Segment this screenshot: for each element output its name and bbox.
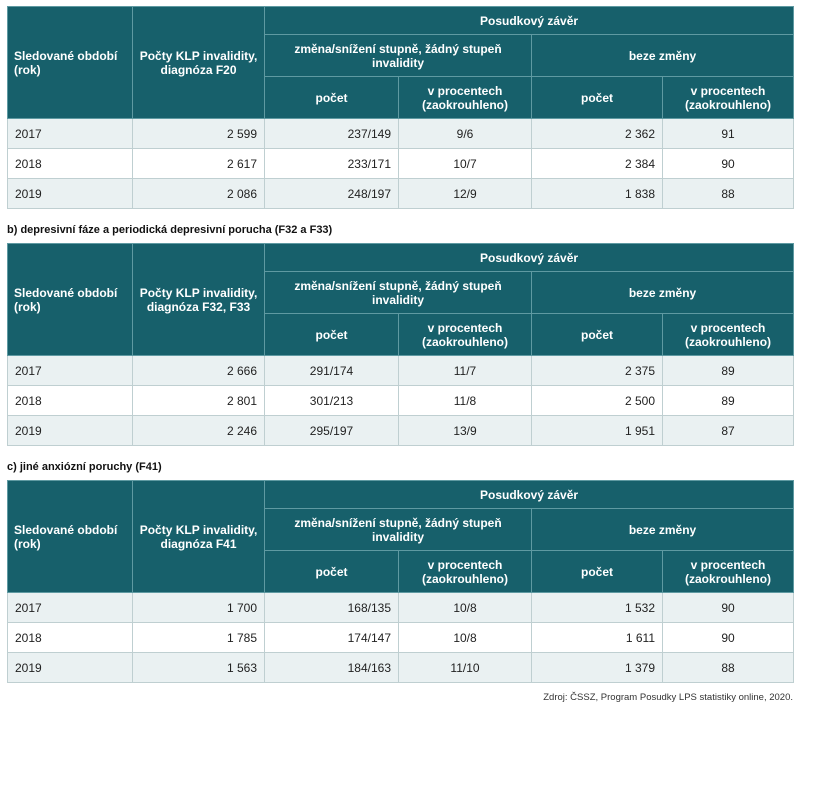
cell-same: 1 838 [532, 179, 663, 209]
cell-change: 237/149 [265, 119, 399, 149]
cell-klp: 2 086 [133, 179, 265, 209]
table-row [8, 149, 794, 179]
cell-klp: 1 700 [133, 593, 265, 623]
header-change: změna/snížení stupně, žádný stupeň invalidity [265, 272, 532, 314]
cell-same-pct: 90 [663, 149, 794, 179]
cell-same-pct: 89 [663, 386, 794, 416]
table-row [8, 416, 794, 446]
header-count-no-change: počet [532, 314, 663, 356]
table-row [8, 356, 794, 386]
document-page [7, 6, 812, 703]
header-count-change: počet [265, 551, 399, 593]
header-period: Sledované období (rok) [8, 7, 133, 119]
header-count-no-change: počet [532, 551, 663, 593]
cell-klp: 2 666 [133, 356, 265, 386]
cell-klp: 2 801 [133, 386, 265, 416]
header-count-change: počet [265, 77, 399, 119]
cell-same-pct: 88 [663, 653, 794, 683]
cell-change: 233/171 [265, 149, 399, 179]
cell-same-pct: 87 [663, 416, 794, 446]
cell-year: 2019 [8, 653, 133, 683]
cell-change: 248/197 [265, 179, 399, 209]
cell-change-pct: 9/6 [399, 119, 532, 149]
cell-same-pct: 89 [663, 356, 794, 386]
table-f32-f33 [7, 243, 794, 446]
header-klp-count: Počty KLP invalidity, diagnóza F20 [133, 7, 265, 119]
table-f41 [7, 480, 794, 683]
cell-change-pct: 13/9 [399, 416, 532, 446]
cell-change-pct: 11/7 [399, 356, 532, 386]
cell-year: 2017 [8, 119, 133, 149]
header-count-no-change: počet [532, 77, 663, 119]
cell-same: 1 379 [532, 653, 663, 683]
table-row [8, 623, 794, 653]
header-no-change: beze změny [532, 272, 794, 314]
cell-change: 295/197 [265, 416, 399, 446]
header-change: změna/snížení stupně, žádný stupeň invalidity [265, 35, 532, 77]
header-percent-no-change: v procentech (zaokrouhleno) [663, 551, 794, 593]
header-conclusion: Posudkový závěr [265, 481, 794, 509]
header-percent-no-change: v procentech (zaokrouhleno) [663, 77, 794, 119]
cell-same: 2 362 [532, 119, 663, 149]
header-conclusion: Posudkový závěr [265, 244, 794, 272]
cell-year: 2019 [8, 416, 133, 446]
header-conclusion: Posudkový závěr [265, 7, 794, 35]
cell-klp: 2 246 [133, 416, 265, 446]
cell-same: 1 532 [532, 593, 663, 623]
header-period: Sledované období (rok) [8, 244, 133, 356]
cell-change: 301/213 [265, 386, 399, 416]
header-klp-count: Počty KLP invalidity, diagnóza F41 [133, 481, 265, 593]
cell-year: 2017 [8, 593, 133, 623]
header-count-change: počet [265, 314, 399, 356]
header-percent-change: v procentech (zaokrouhleno) [399, 77, 532, 119]
cell-year: 2018 [8, 386, 133, 416]
cell-change: 184/163 [265, 653, 399, 683]
cell-same: 2 384 [532, 149, 663, 179]
cell-same-pct: 90 [663, 593, 794, 623]
cell-year: 2019 [8, 179, 133, 209]
header-percent-no-change: v procentech (zaokrouhleno) [663, 314, 794, 356]
table-row [8, 386, 794, 416]
header-no-change: beze změny [532, 35, 794, 77]
cell-change-pct: 11/10 [399, 653, 532, 683]
header-klp-count: Počty KLP invalidity, diagnóza F32, F33 [133, 244, 265, 356]
cell-same-pct: 88 [663, 179, 794, 209]
cell-change-pct: 10/8 [399, 593, 532, 623]
cell-same: 2 500 [532, 386, 663, 416]
table-row [8, 653, 794, 683]
cell-same: 2 375 [532, 356, 663, 386]
header-change: změna/snížení stupně, žádný stupeň invalidity [265, 509, 532, 551]
cell-change-pct: 11/8 [399, 386, 532, 416]
table-row [8, 119, 794, 149]
header-period: Sledované období (rok) [8, 481, 133, 593]
cell-change-pct: 12/9 [399, 179, 532, 209]
table-caption-b: b) depresivní fáze a periodická depresivní porucha (F32 a F33) [7, 224, 333, 236]
cell-same-pct: 91 [663, 119, 794, 149]
cell-same-pct: 90 [663, 623, 794, 653]
cell-change: 168/135 [265, 593, 399, 623]
cell-change-pct: 10/8 [399, 623, 532, 653]
cell-klp: 1 563 [133, 653, 265, 683]
cell-change: 174/147 [265, 623, 399, 653]
cell-same: 1 611 [532, 623, 663, 653]
header-percent-change: v procentech (zaokrouhleno) [399, 551, 532, 593]
source-note: Zdroj: ČSSZ, Program Posudky LPS statistiky online, 2020. [543, 692, 793, 703]
cell-year: 2018 [8, 623, 133, 653]
cell-year: 2017 [8, 356, 133, 386]
table-row [8, 593, 794, 623]
header-no-change: beze změny [532, 509, 794, 551]
header-percent-change: v procentech (zaokrouhleno) [399, 314, 532, 356]
cell-klp: 1 785 [133, 623, 265, 653]
cell-change: 291/174 [265, 356, 399, 386]
cell-klp: 2 617 [133, 149, 265, 179]
cell-same: 1 951 [532, 416, 663, 446]
table-caption-c: c) jiné anxiózní poruchy (F41) [7, 461, 162, 473]
table-f20 [7, 6, 794, 209]
cell-klp: 2 599 [133, 119, 265, 149]
cell-change-pct: 10/7 [399, 149, 532, 179]
cell-year: 2018 [8, 149, 133, 179]
table-row [8, 179, 794, 209]
